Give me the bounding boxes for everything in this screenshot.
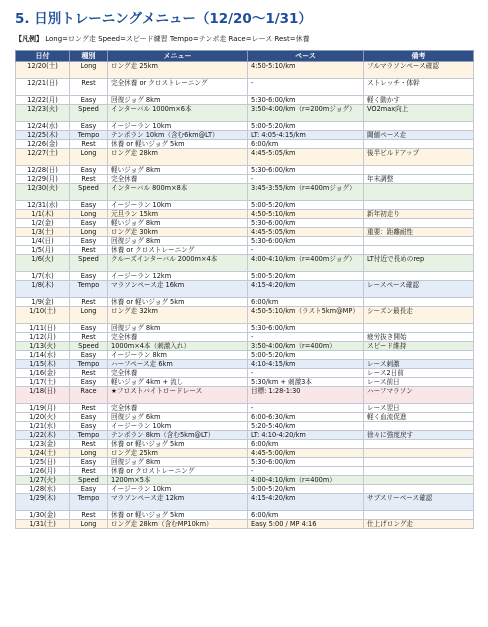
menu-cell: ロング走 32km <box>108 307 248 324</box>
menu-cell: 休養 or 軽いジョグ 5km <box>108 140 248 149</box>
pace-cell: 6:00/km <box>248 298 364 307</box>
type-cell: Tempo <box>70 360 108 369</box>
notes-cell: 年末調整 <box>364 175 474 184</box>
pace-cell: 5:30-6:00/km <box>248 219 364 228</box>
pace-cell: 目標: 1:28-1:30 <box>248 387 364 404</box>
pace-cell: 4:10-4:15/km <box>248 360 364 369</box>
date-cell: 1/20(火) <box>16 413 70 422</box>
legend <box>15 33 478 45</box>
menu-cell: 回復ジョグ 8km <box>108 458 248 467</box>
type-cell: Easy <box>70 413 108 422</box>
notes-cell <box>364 511 474 520</box>
notes-cell: サブスリーペース確認 <box>364 494 474 511</box>
pace-cell: - <box>248 246 364 255</box>
pace-cell: 4:00-4:10/km（r=400m） <box>248 476 364 485</box>
pace-cell: - <box>248 333 364 342</box>
legend-text: Long=ロング走 Speed=スピード練習 Tempo=テンポ走 Race=レース Rest=休養 <box>45 35 310 43</box>
notes-cell <box>364 166 474 175</box>
column-header-date: 日付 <box>16 51 70 62</box>
menu-cell: マラソンペース走 12km <box>108 494 248 511</box>
menu-cell: テンポラン 8km（含む5km@LT） <box>108 431 248 440</box>
notes-cell <box>364 422 474 431</box>
pace-cell: 4:45-5:00/km <box>248 449 364 458</box>
date-cell: 1/3(土) <box>16 228 70 237</box>
menu-cell: テンポラン 10km（含む6km@LT） <box>108 131 248 140</box>
type-cell: Long <box>70 149 108 166</box>
pace-cell: 6:00/km <box>248 511 364 520</box>
table-row <box>16 485 474 494</box>
notes-cell: ストレッチ・体幹 <box>364 79 474 96</box>
menu-cell: 完全休養 <box>108 333 248 342</box>
notes-cell: LT付近で長めのrep <box>364 255 474 272</box>
date-cell: 1/22(木) <box>16 431 70 440</box>
menu-cell: イージーラン 12km <box>108 272 248 281</box>
pace-cell: 6:00/km <box>248 440 364 449</box>
notes-cell: レースペース確認 <box>364 281 474 298</box>
type-cell: Easy <box>70 96 108 105</box>
notes-cell: 新年初走り <box>364 210 474 219</box>
notes-cell: VO2max向上 <box>364 105 474 122</box>
pace-cell: 4:45-5:05/km <box>248 228 364 237</box>
date-cell: 12/30(火) <box>16 184 70 201</box>
pace-cell: 5:00-5:20/km <box>248 201 364 210</box>
pace-cell: 5:30-6:00/km <box>248 237 364 246</box>
type-cell: Speed <box>70 105 108 122</box>
type-cell: Long <box>70 62 108 79</box>
pace-cell: - <box>248 404 364 413</box>
table-row <box>16 387 474 404</box>
date-cell: 1/18(日) <box>16 387 70 404</box>
pace-cell: 5:30-6:00/km <box>248 458 364 467</box>
date-cell: 12/25(木) <box>16 131 70 140</box>
menu-cell: ロング走 25km <box>108 62 248 79</box>
table-header <box>16 51 474 62</box>
training-table <box>15 50 474 529</box>
pace-cell: - <box>248 175 364 184</box>
pace-cell: 5:00-5:20/km <box>248 272 364 281</box>
type-cell: Tempo <box>70 431 108 440</box>
column-header-type: 種別 <box>70 51 108 62</box>
table-row <box>16 494 474 511</box>
table-row <box>16 298 474 307</box>
pace-cell: 4:45-5:05/km <box>248 149 364 166</box>
notes-cell: 軽く血流促進 <box>364 413 474 422</box>
pace-cell: 4:15-4:20/km <box>248 494 364 511</box>
menu-cell: 元旦ラン 15km <box>108 210 248 219</box>
table-row <box>16 351 474 360</box>
type-cell: Speed <box>70 255 108 272</box>
date-cell: 1/6(火) <box>16 255 70 272</box>
legend-label: 【凡例】 <box>15 35 43 43</box>
notes-cell <box>364 246 474 255</box>
type-cell: Rest <box>70 175 108 184</box>
pace-cell: 5:20-5:40/km <box>248 422 364 431</box>
table-row <box>16 467 474 476</box>
notes-cell <box>364 140 474 149</box>
table-row <box>16 458 474 467</box>
type-cell: Easy <box>70 351 108 360</box>
table-row <box>16 79 474 96</box>
pace-cell: 4:15-4:20/km <box>248 281 364 298</box>
menu-cell: 完全休養 or クロストレーニング <box>108 79 248 96</box>
pace-cell: 5:00-5:20/km <box>248 122 364 131</box>
date-cell: 12/26(金) <box>16 140 70 149</box>
date-cell: 1/13(火) <box>16 342 70 351</box>
date-cell: 1/19(月) <box>16 404 70 413</box>
table-row <box>16 255 474 272</box>
pace-cell: 5:00-5:20/km <box>248 351 364 360</box>
date-cell: 1/21(水) <box>16 422 70 431</box>
notes-cell: 軽く動かす <box>364 96 474 105</box>
type-cell: Rest <box>70 440 108 449</box>
notes-cell: レース前日 <box>364 378 474 387</box>
type-cell: Easy <box>70 122 108 131</box>
menu-cell: ロング走 28km（含むMP10km） <box>108 520 248 529</box>
date-cell: 1/23(金) <box>16 440 70 449</box>
type-cell: Long <box>70 520 108 529</box>
type-cell: Rest <box>70 369 108 378</box>
type-cell: Tempo <box>70 281 108 298</box>
table-row <box>16 404 474 413</box>
date-cell: 1/28(水) <box>16 485 70 494</box>
date-cell: 12/21(日) <box>16 79 70 96</box>
date-cell: 12/22(月) <box>16 96 70 105</box>
type-cell: Rest <box>70 404 108 413</box>
type-cell: Easy <box>70 324 108 333</box>
table-row <box>16 96 474 105</box>
date-cell: 1/2(金) <box>16 219 70 228</box>
menu-cell: イージーラン 10km <box>108 422 248 431</box>
menu-cell: 完全休養 <box>108 175 248 184</box>
table-row <box>16 342 474 351</box>
pace-cell: 6:00/km <box>248 140 364 149</box>
date-cell: 1/14(水) <box>16 351 70 360</box>
menu-cell: 1000m×4本（刺激入れ） <box>108 342 248 351</box>
menu-cell: イージーラン 10km <box>108 201 248 210</box>
menu-cell: 休養 or クロストレーニング <box>108 467 248 476</box>
date-cell: 1/24(土) <box>16 449 70 458</box>
table-row <box>16 511 474 520</box>
table-row <box>16 281 474 298</box>
menu-cell: 休養 or 軽いジョグ 5km <box>108 440 248 449</box>
date-cell: 12/29(月) <box>16 175 70 184</box>
menu-cell: マラソンペース走 16km <box>108 281 248 298</box>
table-row <box>16 149 474 166</box>
type-cell: Rest <box>70 79 108 96</box>
table-row <box>16 237 474 246</box>
table-row <box>16 449 474 458</box>
notes-cell: シーズン最長走 <box>364 307 474 324</box>
date-cell: 12/20(土) <box>16 62 70 79</box>
type-cell: Easy <box>70 219 108 228</box>
pace-cell: - <box>248 369 364 378</box>
menu-cell: 軽いジョグ 8km <box>108 219 248 228</box>
table-row <box>16 307 474 324</box>
header-row <box>16 51 474 62</box>
table-row <box>16 228 474 237</box>
notes-cell <box>364 237 474 246</box>
notes-cell: スピード維持 <box>364 342 474 351</box>
notes-cell: レース刺激 <box>364 360 474 369</box>
type-cell: Rest <box>70 246 108 255</box>
pace-cell: 5:30-6:00/km <box>248 96 364 105</box>
type-cell: Speed <box>70 342 108 351</box>
notes-cell <box>364 184 474 201</box>
date-cell: 1/4(日) <box>16 237 70 246</box>
pace-cell: 5:30-6:00/km <box>248 324 364 333</box>
menu-cell: 軽いジョグ 8km <box>108 166 248 175</box>
type-cell: Long <box>70 307 108 324</box>
notes-cell: 仕上げロング走 <box>364 520 474 529</box>
menu-cell: 完全休養 <box>108 369 248 378</box>
menu-cell: 回復ジョグ 8km <box>108 96 248 105</box>
table-row <box>16 122 474 131</box>
pace-cell: Easy 5:00 / MP 4:16 <box>248 520 364 529</box>
notes-cell <box>364 351 474 360</box>
menu-cell: イージーラン 8km <box>108 351 248 360</box>
date-cell: 1/25(日) <box>16 458 70 467</box>
pace-cell: 4:00-4:10/km（r=400mジョグ） <box>248 255 364 272</box>
date-cell: 12/24(水) <box>16 122 70 131</box>
type-cell: Rest <box>70 140 108 149</box>
table-body <box>16 62 474 529</box>
type-cell: Easy <box>70 166 108 175</box>
table-row <box>16 131 474 140</box>
menu-cell: イージーラン 10km <box>108 485 248 494</box>
type-cell: Long <box>70 228 108 237</box>
notes-cell <box>364 272 474 281</box>
pace-cell: 3:50-4:00/km（r=400m） <box>248 342 364 351</box>
table-row <box>16 413 474 422</box>
date-cell: 1/12(月) <box>16 333 70 342</box>
notes-cell <box>364 458 474 467</box>
type-cell: Long <box>70 449 108 458</box>
notes-cell: ハーフマラソン <box>364 387 474 404</box>
notes-cell <box>364 449 474 458</box>
type-cell: Easy <box>70 272 108 281</box>
date-cell: 1/5(月) <box>16 246 70 255</box>
table-row <box>16 246 474 255</box>
notes-cell <box>364 440 474 449</box>
table-row <box>16 105 474 122</box>
menu-cell: インターバル 800m×8本 <box>108 184 248 201</box>
notes-cell <box>364 476 474 485</box>
pace-cell: 6:00-6:30/km <box>248 413 364 422</box>
menu-cell: 休養 or 軽いジョグ 5km <box>108 511 248 520</box>
menu-cell: ロング走 25km <box>108 449 248 458</box>
type-cell: Long <box>70 210 108 219</box>
table-row <box>16 62 474 79</box>
date-cell: 1/17(土) <box>16 378 70 387</box>
date-cell: 12/27(土) <box>16 149 70 166</box>
pace-cell: 3:45-3:55/km（r=400mジョグ） <box>248 184 364 201</box>
table-row <box>16 369 474 378</box>
notes-cell <box>364 298 474 307</box>
date-cell: 12/23(火) <box>16 105 70 122</box>
table-row <box>16 520 474 529</box>
type-cell: Easy <box>70 422 108 431</box>
table-row <box>16 272 474 281</box>
table-row <box>16 166 474 175</box>
menu-cell: 完全休養 <box>108 404 248 413</box>
menu-cell: インターバル 1000m×6本 <box>108 105 248 122</box>
date-cell: 1/15(木) <box>16 360 70 369</box>
type-cell: Rest <box>70 511 108 520</box>
notes-cell: 疲労抜き開始 <box>364 333 474 342</box>
pace-cell: 4:50-5:10/km <box>248 210 364 219</box>
notes-cell: 重要：距離耐性 <box>364 228 474 237</box>
notes-cell <box>364 122 474 131</box>
table-row <box>16 210 474 219</box>
type-cell: Race <box>70 387 108 404</box>
type-cell: Tempo <box>70 494 108 511</box>
menu-cell: イージーラン 10km <box>108 122 248 131</box>
notes-cell: 閾値ペース走 <box>364 131 474 140</box>
table-row <box>16 422 474 431</box>
table-row <box>16 219 474 228</box>
table-row <box>16 324 474 333</box>
date-cell: 1/1(木) <box>16 210 70 219</box>
menu-cell: 軽いジョグ 4km + 流し <box>108 378 248 387</box>
table-row <box>16 333 474 342</box>
date-cell: 1/8(木) <box>16 281 70 298</box>
date-cell: 1/10(土) <box>16 307 70 324</box>
type-cell: Easy <box>70 378 108 387</box>
date-cell: 1/7(水) <box>16 272 70 281</box>
table-row <box>16 440 474 449</box>
type-cell: Easy <box>70 201 108 210</box>
notes-cell: 徐々に強度戻す <box>364 431 474 440</box>
date-cell: 1/11(日) <box>16 324 70 333</box>
date-cell: 1/9(金) <box>16 298 70 307</box>
menu-cell: ロング走 28km <box>108 149 248 166</box>
date-cell: 1/16(金) <box>16 369 70 378</box>
pace-cell: 5:30-6:00/km <box>248 166 364 175</box>
notes-cell <box>364 219 474 228</box>
notes-cell: 後半ビルドアップ <box>364 149 474 166</box>
column-header-pace: ペース <box>248 51 364 62</box>
column-header-menu: メニュー <box>108 51 248 62</box>
menu-cell: 休養 or 軽いジョグ 5km <box>108 298 248 307</box>
menu-cell: 回復ジョグ 8km <box>108 324 248 333</box>
date-cell: 1/29(木) <box>16 494 70 511</box>
pace-cell: LT: 4:05-4:15/km <box>248 131 364 140</box>
column-header-notes: 備考 <box>364 51 474 62</box>
type-cell: Speed <box>70 184 108 201</box>
notes-cell: フルマラソンペース確認 <box>364 62 474 79</box>
menu-cell: 回復ジョグ 8km <box>108 237 248 246</box>
table-row <box>16 431 474 440</box>
menu-cell: 休養 or クロストレーニング <box>108 246 248 255</box>
notes-cell <box>364 485 474 494</box>
date-cell: 1/30(金) <box>16 511 70 520</box>
type-cell: Easy <box>70 458 108 467</box>
type-cell: Speed <box>70 476 108 485</box>
date-cell: 1/27(火) <box>16 476 70 485</box>
type-cell: Rest <box>70 467 108 476</box>
menu-cell: クルーズインターバル 2000m×4本 <box>108 255 248 272</box>
pace-cell: - <box>248 79 364 96</box>
pace-cell: 3:50-4:00/km（r=200mジョグ） <box>248 105 364 122</box>
pace-cell: 5:30/km + 刺激3本 <box>248 378 364 387</box>
table-row <box>16 378 474 387</box>
type-cell: Rest <box>70 333 108 342</box>
notes-cell: レース翌日 <box>364 404 474 413</box>
table-row <box>16 360 474 369</box>
date-cell: 1/31(土) <box>16 520 70 529</box>
menu-cell: ロング走 30km <box>108 228 248 237</box>
table-row <box>16 201 474 210</box>
type-cell: Tempo <box>70 131 108 140</box>
table-row <box>16 175 474 184</box>
notes-cell <box>364 467 474 476</box>
type-cell: Easy <box>70 237 108 246</box>
type-cell: Rest <box>70 298 108 307</box>
date-cell: 12/28(日) <box>16 166 70 175</box>
table-row <box>16 184 474 201</box>
menu-cell: 1200m×5本 <box>108 476 248 485</box>
notes-cell <box>364 324 474 333</box>
menu-cell: ハーフペース走 6km <box>108 360 248 369</box>
date-cell: 1/26(月) <box>16 467 70 476</box>
table-row <box>16 140 474 149</box>
notes-cell <box>364 201 474 210</box>
pace-cell: 4:50-5:10/km（ラスト5km@MP） <box>248 307 364 324</box>
notes-cell: レース2日前 <box>364 369 474 378</box>
type-cell: Easy <box>70 485 108 494</box>
table-row <box>16 476 474 485</box>
page-title: 5. 日別トレーニングメニュー（12/20〜1/31） <box>15 11 312 27</box>
date-cell: 12/31(水) <box>16 201 70 210</box>
pace-cell: - <box>248 467 364 476</box>
pace-cell: 5:00-5:20/km <box>248 485 364 494</box>
menu-cell: 回復ジョグ 6km <box>108 413 248 422</box>
pace-cell: LT: 4:10-4:20/km <box>248 431 364 440</box>
menu-cell: ★フロストバイトロードレース <box>108 387 248 404</box>
pace-cell: 4:50-5:10/km <box>248 62 364 79</box>
